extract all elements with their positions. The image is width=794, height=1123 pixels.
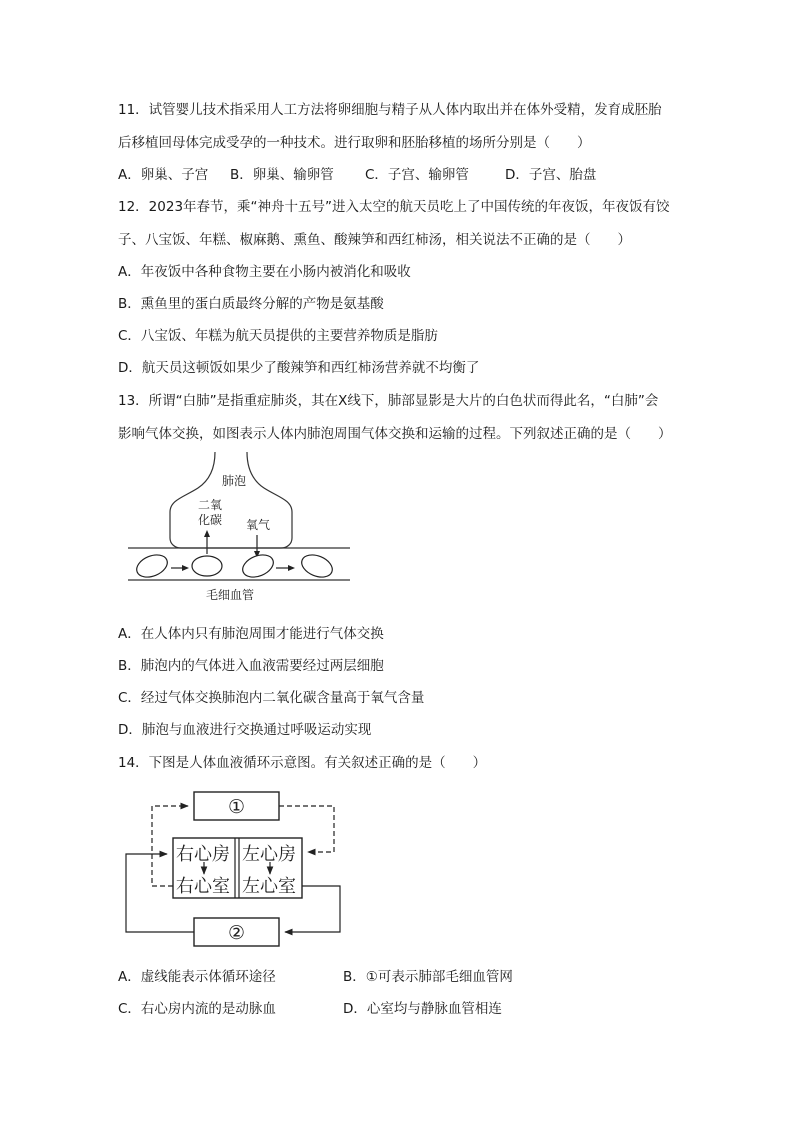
capillary-label: 毛细血管 xyxy=(206,588,255,602)
red-blood-cell xyxy=(192,556,222,576)
q13-option-b: B．肺泡内的气体进入血液需要经过两层细胞 xyxy=(118,658,384,674)
q11-stem-line2: 后移植回母体完成受孕的一种技术。进行取卵和胚胎移植的场所分别是（ ） xyxy=(118,135,591,151)
red-blood-cell xyxy=(298,551,335,582)
left-atrium-label: 左心房 xyxy=(242,844,296,865)
q11-option-a: A．卵巢、子宫 xyxy=(118,167,209,183)
alveolus-gas-exchange-figure xyxy=(118,450,358,610)
q14-option-d: D．心室均与静脉血管相连 xyxy=(343,1001,502,1017)
q14-option-b: B．①可表示肺部毛细血管网 xyxy=(343,969,513,985)
q12-option-b: B．熏鱼里的蛋白质最终分解的产物是氨基酸 xyxy=(118,296,384,312)
right-atrium-label: 右心房 xyxy=(176,844,230,865)
q12-stem-line2: 子、八宝饭、年糕、椒麻鹅、熏鱼、酸辣笋和西红柿汤，相关说法不正确的是（ ） xyxy=(118,232,631,248)
q13-stem-line1: 13．所谓“白肺”是指重症肺炎，其在X线下，肺部显影是大片的白色状而得此名，“白肺”会 xyxy=(118,393,659,409)
q11-stem-line1: 11．试管婴儿技术指采用人工方法将卵细胞与精子从人体内取出并在体外受精，发育成胚胎 xyxy=(118,102,662,118)
q12-option-c: C．八宝饭、年糕为航天员提供的主要营养物质是脂肪 xyxy=(118,328,438,344)
box-2-label: ② xyxy=(227,922,246,944)
co2-label-line1: 二氧 xyxy=(198,498,223,512)
q12-option-d: D．航天员这顿饭如果少了酸辣笋和西红柿汤营养就不均衡了 xyxy=(118,360,480,376)
q13-option-a: A．在人体内只有肺泡周围才能进行气体交换 xyxy=(118,626,384,642)
q11-option-b: B．卵巢、输卵管 xyxy=(230,167,334,183)
q13-option-c: C．经过气体交换肺泡内二氧化碳含量高于氧气含量 xyxy=(118,690,425,706)
q14-stem-line1: 14．下图是人体血液循环示意图。有关叙述正确的是（ ） xyxy=(118,755,487,771)
q11-option-c: C．子宫、输卵管 xyxy=(365,167,469,183)
blood-flow-arrow-head xyxy=(288,565,295,571)
q11-option-d: D．子宫、胎盘 xyxy=(505,167,597,183)
q13-stem-line2: 影响气体交换，如图表示人体内肺泡周围气体交换和运输的过程。下列叙述正确的是（ ） xyxy=(118,426,672,442)
co2-label-line2: 化碳 xyxy=(198,513,223,527)
blood-circulation-figure xyxy=(118,784,358,954)
blood-flow-arrow-head xyxy=(182,565,189,571)
alveolus-label: 肺泡 xyxy=(222,474,247,488)
right-ventricle-label: 右心室 xyxy=(176,876,230,897)
q12-stem-line1: 12．2023年春节，乘“神舟十五号”进入太空的航天员吃上了中国传统的年夜饭，年夜饭有饺 xyxy=(118,199,670,215)
q13-option-d: D．肺泡与血液进行交换通过呼吸运动实现 xyxy=(118,722,372,738)
co2-arrow-head xyxy=(204,530,210,537)
q12-option-a: A．年夜饭中各种食物主要在小肠内被消化和吸收 xyxy=(118,264,411,280)
box-1-label: ① xyxy=(227,796,246,818)
oxygen-label: 氧气 xyxy=(246,518,271,532)
alveolus-outline xyxy=(170,452,292,548)
red-blood-cell xyxy=(239,551,276,582)
q14-option-c: C．右心房内流的是动脉血 xyxy=(118,1001,276,1017)
left-ventricle-label: 左心室 xyxy=(242,876,296,897)
q14-option-a: A．虚线能表示体循环途径 xyxy=(118,969,276,985)
red-blood-cell xyxy=(133,551,170,582)
